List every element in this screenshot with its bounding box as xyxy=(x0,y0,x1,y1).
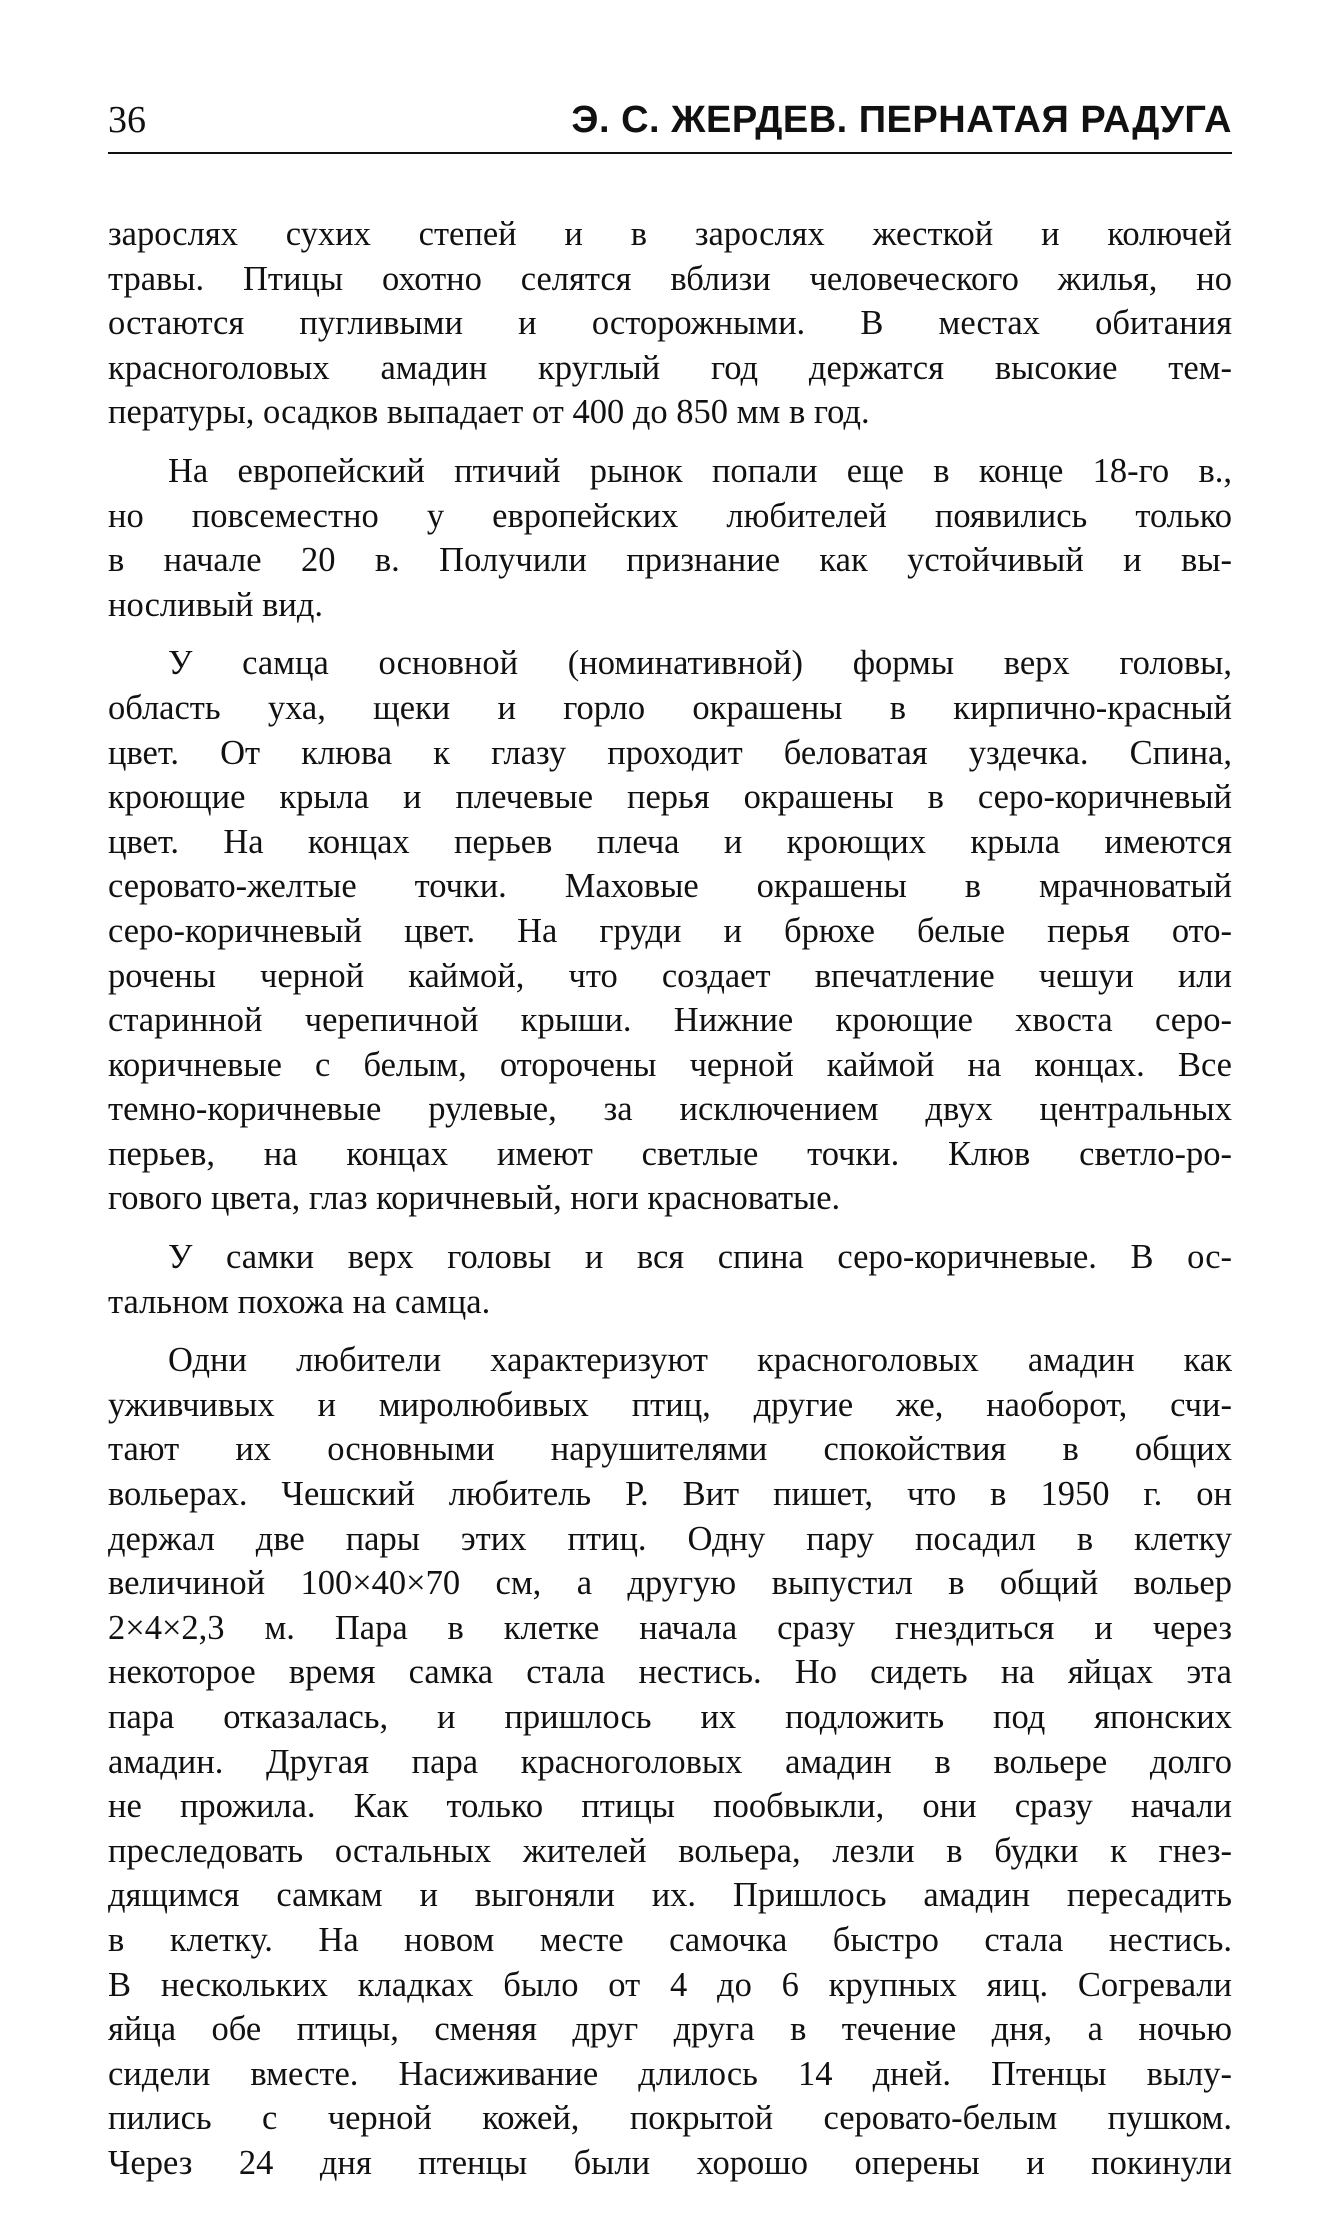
text-line: В нескольких кладках было от 4 до 6 крупных яиц. Согревали xyxy=(108,1965,1232,2004)
text-line: темно-коричневые рулевые, за исключением двух центральных xyxy=(108,1090,1232,1129)
paragraph xyxy=(108,1338,1232,2185)
text-line: уживчивых и миролюбивых птиц, другие же, наоборот, счи- xyxy=(108,1385,1232,1424)
text-line: преследовать остальных жителей вольера, лезли в будки к гнез- xyxy=(108,1831,1232,1870)
text-line: вольерах. Чешский любитель Р. Вит пишет, что в 1950 г. он xyxy=(108,1475,1232,1514)
text-line: сидели вместе. Насиживание длилось 14 дней. Птенцы вылу- xyxy=(108,2054,1232,2093)
text-line: носливый вид. xyxy=(108,585,324,624)
text-line: пара отказалась, и пришлось их подложить под японских xyxy=(108,1698,1232,1736)
text-line: не прожила. Как только птицы пообвыкли, они сразу начали xyxy=(108,1787,1232,1826)
page-header xyxy=(108,92,1232,152)
text-line: амадин. Другая пара красноголовых амадин в вольере долго xyxy=(108,1742,1232,1781)
text-line: яйца обе птицы, сменяя друг друга в течение дня, а ночью xyxy=(108,2010,1232,2049)
text-line: рочены черной каймой, что создает впечатление чешуи или xyxy=(108,956,1232,995)
text-line: старинной черепичной крыши. Нижние кроющие хвоста серо- xyxy=(108,1001,1232,1040)
text-line: в начале 20 в. Получили признание как устойчивый и вы- xyxy=(108,541,1232,580)
text-line: некоторое время самка стала нестись. Но сидеть на яйцах эта xyxy=(108,1653,1232,1692)
text-line: цвет. От клюва к глазу проходит беловатая уздечка. Спина, xyxy=(108,733,1232,772)
text-line: держал две пары этих птиц. Одну пару посадил в клетку xyxy=(108,1519,1232,1558)
text-line: зарослях сухих степей и в зарослях жесткой и колючей xyxy=(108,215,1232,253)
paragraph xyxy=(108,449,1232,627)
text-line: но повсеместно у европейских любителей появились только xyxy=(108,496,1232,535)
text-line: цвет. На концах перьев плеча и кроющих крыла имеются xyxy=(108,822,1232,861)
text-line: серовато-желтые точки. Маховые окрашены в мрачноватый xyxy=(108,867,1232,906)
text-line: пились с черной кожей, покрытой серовато-белым пушком. xyxy=(108,2099,1232,2138)
text-line: травы. Птицы охотно селятся вблизи человеческого жилья, но xyxy=(108,259,1232,298)
paragraph xyxy=(108,212,1232,435)
running-title: Э. С. ЖЕРДЕВ. ПЕРНАТАЯ РАДУГА xyxy=(571,99,1232,141)
text-line: тают их основными нарушителями спокойствия в общих xyxy=(108,1430,1232,1469)
text-line: дящимся самкам и выгоняли их. Пришлось амадин пересадить xyxy=(108,1876,1232,1915)
text-line: остаются пугливыми и осторожными. В местах обитания xyxy=(108,304,1232,343)
text-line: кроющие крыла и плечевые перья окрашены в серо-коричневый xyxy=(108,778,1232,817)
paragraph xyxy=(108,1235,1232,1324)
paragraph xyxy=(108,641,1232,1221)
text-line: Одни любители характеризуют красноголовых амадин как xyxy=(168,1341,1232,1380)
text-line: тальном похожа на самца. xyxy=(108,1282,491,1321)
text-line: величиной 100×40×70 см, а другую выпустил в общий вольер xyxy=(108,1564,1232,1603)
page-number: 36 xyxy=(108,99,146,141)
text-line: красноголовых амадин круглый год держатся высокие тем- xyxy=(108,348,1232,387)
text-line: Через 24 дня птенцы были хорошо оперены и покинули xyxy=(108,2143,1232,2182)
text-line: гового цвета, глаз коричневый, ноги красноватые. xyxy=(108,1179,841,1218)
body-text xyxy=(108,212,1232,2200)
text-line: пературы, осадков выпадает от 400 до 850 мм в год. xyxy=(108,393,870,432)
text-line: коричневые с белым, оторочены черной каймой на концах. Все xyxy=(108,1045,1232,1084)
text-line: серо-коричневый цвет. На груди и брюхе белые перья ото- xyxy=(108,911,1232,950)
text-line: На европейский птичий рынок попали еще в конце 18-го в., xyxy=(168,451,1232,490)
text-line: область уха, щеки и горло окрашены в кирпично-красный xyxy=(108,688,1232,727)
text-line: У самца основной (номинативной) формы верх головы, xyxy=(168,644,1232,683)
text-line: перьев, на концах имеют светлые точки. Клюв светло-ро- xyxy=(108,1134,1232,1173)
text-line: 2×4×2,3 м. Пара в клетке начала сразу гнездиться и через xyxy=(108,1608,1232,1647)
text-line: в клетку. На новом месте самочка быстро стала нестись. xyxy=(108,1920,1232,1959)
header-rule xyxy=(108,152,1232,154)
text-line: У самки верх головы и вся спина серо-коричневые. В ос- xyxy=(168,1238,1232,1277)
